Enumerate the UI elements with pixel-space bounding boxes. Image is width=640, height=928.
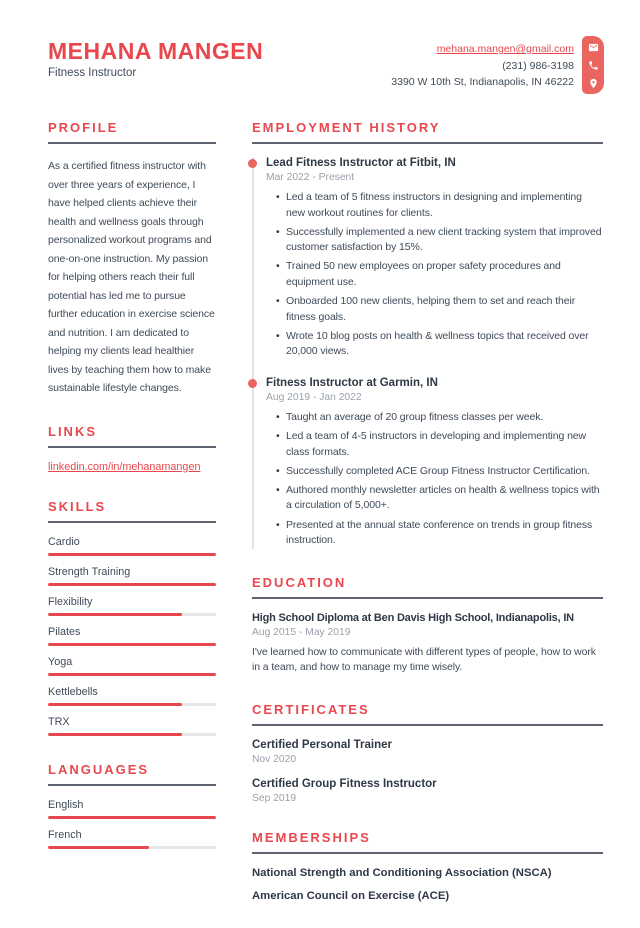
page-title: MEHANA MANGEN <box>48 38 264 64</box>
timeline-dot <box>248 159 257 168</box>
job-bullet: • Successfully completed ACE Group Fitness Instructor Certification. <box>286 464 603 480</box>
membership-entry: National Strength and Conditioning Association (NSCA) <box>252 866 552 879</box>
certificate-entry <box>252 778 603 804</box>
job-bullet: • Authored monthly newsletter articles on health & wellness topics with a circulation of 5,000+. <box>286 483 603 514</box>
linkedin-link[interactable]: linkedin.com/in/mehanamangen <box>48 460 201 473</box>
education-entry <box>252 612 603 676</box>
section-languages <box>48 762 216 849</box>
language-item <box>48 829 216 849</box>
job-bullet: • Successfully implemented a new client tracking system that improved customer satisfaction by 15%. <box>286 225 603 256</box>
membership-entry: American Council on Exercise (ACE) <box>252 889 450 902</box>
job-title: Lead Fitness Instructor at Fitbit, IN <box>266 157 456 169</box>
email-link[interactable]: mehana.mangen@gmail.com <box>436 43 574 55</box>
section-links <box>48 424 216 473</box>
section-education <box>252 575 603 676</box>
certificates-heading: CERTIFICATES <box>252 702 603 726</box>
address-text: 3390 W 10th St, Indianapolis, IN 46222 <box>391 76 574 88</box>
skill-item <box>48 716 216 736</box>
skill-item <box>48 566 216 586</box>
skill-item <box>48 686 216 706</box>
skill-label: Pilates <box>48 625 81 638</box>
skill-bar <box>48 703 216 706</box>
job-dates: Aug 2019 - Jan 2022 <box>266 391 362 403</box>
skill-label: Flexibility <box>48 595 93 608</box>
skill-bar <box>48 583 216 586</box>
contact-block <box>391 41 574 91</box>
email-icon <box>588 42 599 53</box>
phone-icon <box>588 60 599 71</box>
links-heading: LINKS <box>48 424 216 448</box>
skill-label: TRX <box>48 715 70 728</box>
language-label: English <box>48 798 84 811</box>
languages-heading: LANGUAGES <box>48 762 216 786</box>
profile-heading: PROFILE <box>48 120 216 144</box>
skill-item <box>48 626 216 646</box>
profile-text: As a certified fitness instructor with over three years of experience, I have helped clients achieve their health and wellness goals through personalized workout programs and one-on-one instruction. My passion for helping others reach their full potential has led me to pursue further education in exercise science and nutrition. I am dedicated to helping my clients lead healthier lives by teaching them how to make sustainable lifestyle changes. <box>48 160 215 394</box>
skill-bar <box>48 553 216 556</box>
job-bullet: • Onboarded 100 new clients, helping them to set and reach their fitness goals. <box>286 294 603 325</box>
employment-heading: EMPLOYMENT HISTORY <box>252 120 603 144</box>
job-bullet: • Wrote 10 blog posts on health & wellness topics that received over 20,000 views. <box>286 329 603 360</box>
job-bullet: • Led a team of 4-5 instructors in developing and implementing new class formats. <box>286 429 603 460</box>
education-title: High School Diploma at Ben Davis High School, Indianapolis, IN <box>252 611 574 624</box>
job-bullet: • Taught an average of 20 group fitness classes per week. <box>286 410 603 426</box>
timeline-dot <box>248 379 257 388</box>
skill-bar <box>48 733 216 736</box>
language-label: French <box>48 828 82 841</box>
section-profile <box>48 120 216 398</box>
list-item <box>48 461 216 473</box>
employment-timeline <box>252 157 603 549</box>
skill-bar <box>48 643 216 646</box>
skills-heading: SKILLS <box>48 499 216 523</box>
skill-label: Cardio <box>48 535 80 548</box>
skill-label: Yoga <box>48 655 73 668</box>
certificate-dates: Sep 2019 <box>252 792 297 804</box>
certificate-entry <box>252 739 603 765</box>
section-certificates <box>252 702 603 804</box>
skill-label: Kettlebells <box>48 685 98 698</box>
memberships-heading: MEMBERSHIPS <box>252 830 603 854</box>
right-column <box>252 120 603 928</box>
skill-bar <box>48 613 216 616</box>
certificate-dates: Nov 2020 <box>252 753 297 765</box>
contact-icon-tab <box>582 36 604 94</box>
certificate-title: Certified Personal Trainer <box>252 738 392 751</box>
skill-item <box>48 656 216 676</box>
job-bullets <box>266 190 603 360</box>
education-dates: Aug 2015 - May 2019 <box>252 626 351 638</box>
language-item <box>48 799 216 819</box>
job-title: Fitness Instructor at Garmin, IN <box>266 376 438 389</box>
location-icon <box>588 78 599 89</box>
section-employment <box>252 120 603 549</box>
left-column <box>48 120 216 875</box>
job-entry <box>266 377 603 549</box>
job-dates: Mar 2022 - Present <box>266 172 355 183</box>
skill-item <box>48 536 216 556</box>
certificate-title: Certified Group Fitness Instructor <box>252 777 437 790</box>
job-bullet: • Presented at the annual state conference on trends in group fitness instruction. <box>286 518 603 549</box>
job-bullets <box>266 410 603 549</box>
skill-item <box>48 596 216 616</box>
education-description: I've learned how to communicate with different types of people, how to work in a team, and how to manage my time wisely. <box>252 645 596 674</box>
job-subtitle: Fitness Instructor <box>48 67 137 79</box>
section-skills <box>48 499 216 736</box>
phone-number: (231) 986-3198 <box>502 59 574 72</box>
skill-bar <box>48 673 216 676</box>
education-heading: EDUCATION <box>252 575 603 599</box>
language-bar <box>48 816 216 819</box>
section-memberships <box>252 830 603 902</box>
job-bullet: • Trained 50 new employees on proper safety procedures and equipment use. <box>286 259 603 290</box>
skill-label: Strength Training <box>48 565 131 578</box>
language-bar <box>48 846 216 849</box>
job-entry <box>266 157 603 360</box>
job-bullet: • Led a team of 5 fitness instructors in designing and implementing new workout routines for clients. <box>286 190 603 221</box>
